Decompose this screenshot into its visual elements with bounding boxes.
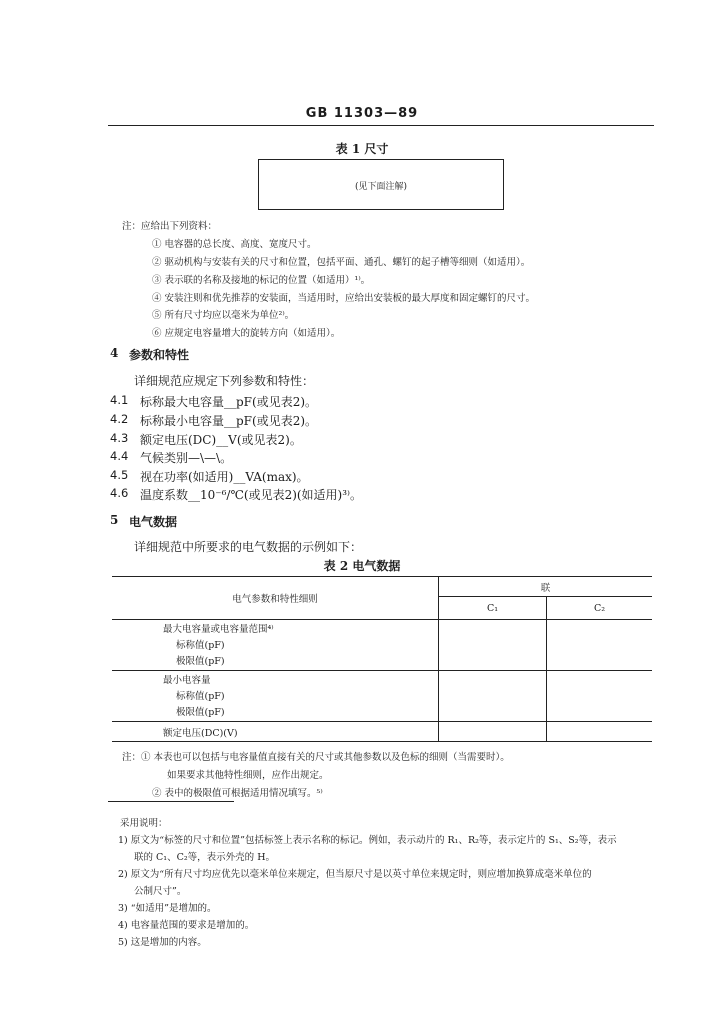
table-row-label: 极限值(pF): [176, 656, 225, 667]
section5-number: 5: [110, 513, 119, 527]
sub-header-c1: C₁: [486, 602, 499, 614]
item-text: 温度系数__10⁻⁶/℃(或见表2)(如适用)³⁾。: [140, 488, 363, 502]
footnote: 2) 原文为“所有尺寸均应优先以毫米单位来规定，但当原尺寸是以英寸单位来规定时，则应增加换算成毫米单位的: [118, 869, 592, 880]
table-row-label: 最大电容量或电容量范围⁴⁾: [163, 624, 274, 635]
section5-title: 电气数据: [129, 515, 178, 529]
footnote: 3) “如适用”是增加的。: [118, 903, 217, 914]
table2-group-header-text: 联: [540, 582, 551, 594]
notes1-item: ⑤ 所有尺寸均应以毫米为单位²⁾。: [152, 310, 295, 321]
table2-caption: 表 2 电气数据: [323, 559, 401, 573]
notes1-item: ⑥ 应规定电容量增大的旋转方向（如适用）。: [152, 328, 341, 339]
table-row-label: 极限值(pF): [176, 707, 225, 718]
footnote: 联的 C₁、C₂等，表示外壳的 H。: [134, 852, 275, 863]
table-cell: [547, 722, 653, 742]
table1-box-text: (见下面注解): [354, 182, 408, 192]
notes1-item: ② 驱动机构与安装有关的尺寸和位置，包括平面、通孔、螺钉的起子槽等细则（如适用）。: [152, 257, 531, 268]
footnote: 5) 这是增加的内容。: [118, 937, 207, 948]
notes1-item: ① 电容器的总长度、高度、宽度尺寸。: [152, 239, 317, 250]
notes1-title: 注：应给出下列资料：: [122, 221, 218, 232]
item-number: 4.3: [110, 431, 129, 445]
notes2-line: 如果要求其他特性细则，应作出规定。: [167, 770, 329, 781]
section4-title: 参数和特性: [129, 348, 190, 362]
section5-intro: 详细规范中所要求的电气数据的示例如下：: [134, 540, 363, 554]
notes2-line: 注：① 本表也可以包括与电容量值直接有关的尺寸或其他参数以及色标的细则（当需要时）。: [122, 752, 510, 763]
electrical-data-table: [112, 576, 652, 742]
item-text: 标称最大电容量__pF(或见表2)。: [140, 395, 318, 409]
table-row-group: [112, 620, 439, 671]
footnote: 公制尺寸”。: [134, 886, 187, 897]
item-number: 4.4: [110, 449, 129, 463]
section4-intro: 详细规范应规定下列参数和特性：: [134, 374, 315, 388]
table-row-group: [112, 671, 439, 722]
item-number: 4.6: [110, 486, 129, 500]
table-row-label: 标称值(pF): [176, 640, 225, 651]
notes2-line: ② 表中的极限值可根据适用情况填写。⁵⁾: [152, 788, 323, 799]
table-row: [112, 722, 439, 742]
item-text: 气候类别—\—\。: [140, 451, 233, 465]
table-cell: [547, 671, 653, 722]
section4-number: 4: [110, 346, 119, 360]
table2-column-header: [112, 577, 439, 620]
item-number: 4.2: [110, 412, 129, 426]
table-cell: [439, 620, 547, 671]
header-rule: [108, 125, 654, 126]
item-number: 4.1: [110, 393, 129, 407]
notes1-item: ④ 安装注则和优先推荐的安装面，当适用时，应给出安装板的最大厚度和固定螺钉的尺寸。: [152, 293, 536, 304]
item-number: 4.5: [110, 468, 129, 482]
item-text: 标称最小电容量__pF(或见表2)。: [140, 414, 318, 428]
table-cell: [439, 671, 547, 722]
table-row-label: 标称值(pF): [176, 691, 225, 702]
sub-header-c2: C₂: [593, 602, 606, 614]
table-cell: [547, 620, 653, 671]
table-row-label: 最小电容量: [163, 675, 211, 686]
footnote-rule: [108, 801, 234, 802]
table2-group-header: [439, 577, 653, 597]
footnotes-title: 采用说明：: [120, 818, 168, 829]
footnote: 1) 原文为“标签的尺寸和位置”包括标签上表示名称的标记。例如，表示动片的 R₁、R₂等，表示定片的 S₁、S₂等，表示: [118, 835, 617, 846]
footnote: 4) 电容量范围的要求是增加的。: [118, 920, 255, 931]
notes1-item: ③ 表示联的名称及接地的标记的位置（如适用）¹⁾。: [152, 275, 371, 286]
table-row-label: 额定电压(DC)(V): [163, 727, 238, 739]
item-text: 视在功率(如适用)__VA(max)。: [140, 470, 309, 484]
item-text: 额定电压(DC)__V(或见表2)。: [140, 433, 302, 447]
table1-box: [258, 159, 504, 210]
standard-header: GB 11303—89: [305, 106, 419, 121]
table2-column-header-text: 电气参数和特性细则: [232, 594, 318, 605]
table2-sub-header: [439, 597, 547, 620]
table-cell: [439, 722, 547, 742]
table1-caption: 表 1 尺寸: [335, 142, 389, 156]
table2-sub-header: [547, 597, 653, 620]
